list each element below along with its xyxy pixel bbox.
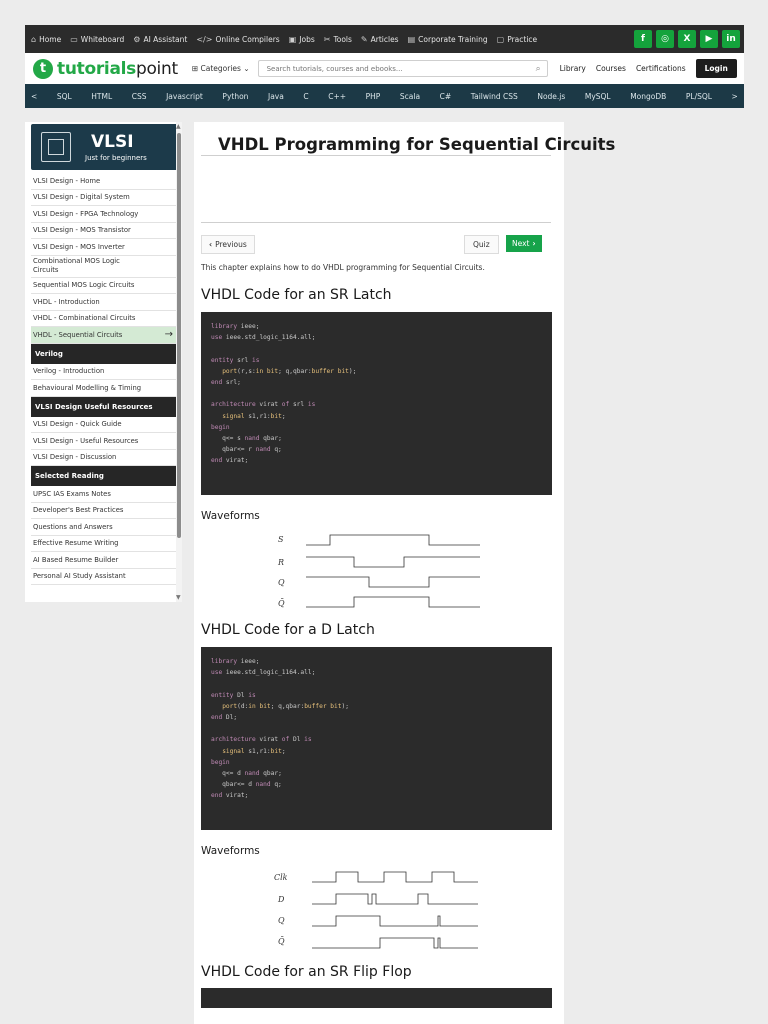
sidebar-item[interactable]: VLSI Design - FPGA Technology [31, 206, 177, 223]
wave-label-d: D [278, 895, 285, 904]
sidebar-item[interactable]: VLSI Design - Digital System [31, 190, 177, 207]
login-button[interactable]: Login [696, 59, 737, 78]
instagram-icon[interactable]: ◎ [656, 30, 674, 48]
sidebar-item[interactable]: VLSI Design - Useful Resources [31, 433, 177, 450]
search-box[interactable] [258, 60, 548, 77]
sidebar-item[interactable]: VLSI Design - Home [31, 173, 177, 190]
logo-icon: t [33, 59, 53, 79]
toplink-articles[interactable]: ✎ Articles [360, 34, 399, 44]
wave-label-qbar: Q̄ [278, 599, 285, 608]
categories-dropdown[interactable]: ⊞ Categories ⌄ [191, 64, 250, 73]
logo[interactable] [33, 59, 178, 79]
main-content [194, 122, 616, 1024]
intro-text: This chapter explains how to do VHDL programming for Sequential Circuits. [201, 263, 485, 272]
sidebar-section-heading: Verilog [31, 344, 177, 364]
scroll-down-icon[interactable]: ▼ [176, 594, 181, 601]
facebook-icon[interactable]: f [634, 30, 652, 48]
vlsi-banner[interactable] [31, 124, 177, 170]
sidebar [25, 122, 177, 602]
sidebar-item[interactable]: VHDL - Introduction [31, 294, 177, 311]
sidebar-item[interactable]: VLSI Design - Quick Guide [31, 417, 177, 434]
grid-icon: ⊞ [191, 64, 201, 73]
quiz-button[interactable]: Quiz [464, 235, 499, 254]
corporate-training-icon: ▤ [407, 34, 416, 44]
sidebar-item[interactable]: Verilog - Introduction [31, 364, 177, 381]
search-input[interactable] [265, 64, 509, 74]
sidebar-scroll-thumb[interactable] [177, 133, 181, 538]
code-line: end virat; [211, 792, 249, 800]
ai-assistant-icon: ⚙ [133, 34, 141, 44]
sidebar-item[interactable]: VLSI Design - MOS Transistor [31, 223, 177, 240]
toplink-tools[interactable]: ✂ Tools [323, 34, 352, 44]
wave-clk [312, 872, 478, 882]
tools-icon: ✂ [323, 34, 331, 44]
lang-link[interactable]: Python [222, 91, 249, 101]
code-block-d-latch[interactable] [201, 647, 552, 830]
sidebar-item[interactable]: Questions and Answers [31, 519, 177, 536]
sidebar-item[interactable]: Personal AI Study Assistant [31, 569, 177, 586]
wave-d [312, 894, 478, 904]
lang-link[interactable]: PHP [365, 91, 381, 101]
lang-link[interactable]: Javascript [166, 91, 203, 101]
practice-icon: ▢ [496, 34, 505, 44]
wave-qbar [312, 938, 478, 948]
previous-button[interactable]: ‹ Previous [201, 235, 255, 254]
lang-link[interactable]: Tailwind CSS [470, 91, 518, 101]
lang-link[interactable]: CSS [131, 91, 147, 101]
toplink-corporate-training[interactable]: ▤ Corporate Training [407, 34, 488, 44]
next-button[interactable]: Next › [506, 235, 542, 252]
code-line: begin [211, 758, 230, 766]
code-line [211, 723, 542, 734]
nav-certifications[interactable]: Certifications [635, 64, 686, 73]
lang-scroll-left[interactable]: < [31, 91, 38, 101]
lang-link[interactable]: C [303, 91, 309, 101]
youtube-icon[interactable]: ▶ [700, 30, 718, 48]
online-compilers-icon: </> [196, 34, 213, 44]
toplink-jobs[interactable]: ▣ Jobs [288, 34, 315, 44]
scroll-up-icon[interactable]: ▲ [176, 123, 181, 130]
sidebar-section-heading: Selected Reading [31, 466, 177, 486]
site-header [25, 53, 744, 84]
code-line [211, 388, 542, 399]
wave-label-s: S [278, 535, 284, 544]
code-line: signal s1,r1:bit; [222, 747, 286, 755]
wave-label-clk: Clk [274, 873, 288, 882]
sidebar-item[interactable]: Combinational MOS Logic Circuits [31, 256, 177, 278]
chevron-right-icon: › [532, 239, 536, 248]
toplink-online-compilers[interactable]: </> Online Compilers [196, 34, 280, 44]
chevron-down-icon: ⌄ [240, 64, 250, 73]
sidebar-item[interactable]: Sequential MOS Logic Circuits [31, 278, 177, 295]
logo-text-bold: tutorials [57, 58, 136, 79]
sidebar-item[interactable]: AI Based Resume Builder [31, 552, 177, 569]
arrow-right-icon: → [164, 329, 173, 341]
heading-sr-flip-flop: VHDL Code for an SR Flip Flop [201, 964, 412, 980]
heading-sr-latch: VHDL Code for an SR Latch [201, 287, 392, 303]
lang-link[interactable]: Scala [399, 91, 421, 101]
jobs-icon: ▣ [288, 34, 297, 44]
toplink-ai-assistant[interactable]: ⚙ AI Assistant [133, 34, 188, 44]
toplink-whiteboard[interactable]: ▭ Whiteboard [70, 34, 125, 44]
lang-link[interactable]: MySQL [584, 91, 611, 101]
code-line: port(r,s:in bit; q,qbar:buffer bit); [222, 367, 357, 375]
code-line: use ieee.std_logic_1164.all; [211, 334, 316, 342]
whiteboard-icon: ▭ [70, 34, 78, 44]
divider [201, 222, 551, 223]
code-line: entity Dl is [211, 691, 256, 699]
linkedin-icon[interactable]: in [722, 30, 740, 48]
code-line [211, 678, 542, 689]
waveform-diagram-d-latch [254, 864, 484, 954]
wave-label-q: Q [278, 916, 285, 925]
divider [201, 155, 551, 156]
sidebar-item[interactable]: Effective Resume Writing [31, 536, 177, 553]
toplink-home[interactable]: ⌂ Home [31, 34, 62, 44]
toplink-practice[interactable]: ▢ Practice [496, 34, 538, 44]
code-line: end Dl; [211, 714, 238, 722]
nav-library[interactable]: Library [559, 64, 586, 73]
language-nav-bar [25, 84, 744, 108]
lang-link[interactable]: C++ [328, 91, 347, 101]
code-line: library ieee; [211, 323, 260, 330]
code-line: use ieee.std_logic_1164.all; [211, 669, 316, 677]
search-icon[interactable]: ⌕ [535, 63, 541, 74]
lang-link[interactable]: SQL [56, 91, 72, 101]
code-line: begin [211, 423, 230, 431]
waveforms-heading: Waveforms [201, 845, 260, 857]
banner-title: VLSI [91, 132, 134, 152]
wave-r [306, 557, 480, 567]
sidebar-item[interactable]: VHDL - Sequential Circuits → [31, 327, 177, 344]
code-line: end virat; [211, 457, 249, 465]
articles-icon: ✎ [360, 34, 368, 44]
lang-link[interactable]: MongoDB [630, 91, 667, 101]
wave-q [306, 577, 480, 587]
code-line: library ieee; [211, 658, 260, 665]
x-icon[interactable]: X [678, 30, 696, 48]
sidebar-item[interactable]: Behavioural Modelling & Timing [31, 380, 177, 397]
code-line: port(d:in bit; q,qbar:buffer bit); [222, 702, 349, 710]
wave-label-r: R [278, 558, 285, 567]
sidebar-item[interactable]: Developer's Best Practices [31, 503, 177, 520]
lang-link[interactable]: C# [439, 91, 452, 101]
lang-scroll-right[interactable]: > [731, 91, 738, 101]
wave-qbar [306, 597, 480, 607]
wave-label-qbar: Q̄ [278, 937, 285, 946]
home-icon: ⌂ [31, 34, 37, 44]
code-line: qbar<= d nand q; [211, 781, 282, 789]
code-line [211, 343, 542, 354]
code-block-sr-flip-flop[interactable] [201, 988, 552, 1008]
code-line: architecture virat of Dl is [211, 736, 312, 744]
code-line: architecture virat of srl is [211, 401, 316, 409]
chevron-left-icon: ‹ [209, 240, 213, 249]
heading-d-latch: VHDL Code for a D Latch [201, 622, 375, 638]
lang-link[interactable]: PL/SQL [685, 91, 712, 101]
sidebar-item[interactable]: UPSC IAS Exams Notes [31, 486, 177, 503]
sidebar-item[interactable]: VLSI Design - Discussion [31, 450, 177, 467]
code-line: q<= s nand qbar; [211, 435, 282, 443]
chip-icon [41, 132, 71, 162]
sidebar-item[interactable]: VHDL - Combinational Circuits [31, 311, 177, 328]
waveforms-heading: Waveforms [201, 510, 260, 522]
code-line: entity srl is [211, 356, 260, 364]
wave-s [306, 535, 480, 545]
banner-subtitle: Just for beginners [85, 154, 147, 162]
page-title: VHDL Programming for Sequential Circuits [218, 135, 616, 154]
code-line: signal s1,r1:bit; [222, 412, 286, 420]
lang-link[interactable]: Java [268, 91, 284, 101]
code-line: q<= d nand qbar; [211, 770, 282, 778]
waveform-diagram-sr-latch [254, 527, 484, 609]
nav-courses[interactable]: Courses [595, 64, 626, 73]
wave-label-q: Q [278, 578, 285, 587]
lang-link[interactable]: HTML [91, 91, 113, 101]
wave-q [312, 916, 478, 926]
top-utility-bar [25, 25, 744, 53]
code-block-sr-latch[interactable] [201, 312, 552, 495]
code-line: qbar<= r nand q; [211, 446, 282, 454]
code-line: end srl; [211, 379, 241, 387]
logo-text-rest: point [135, 58, 178, 79]
lang-link[interactable]: Node.js [537, 91, 566, 101]
sidebar-item[interactable]: VLSI Design - MOS Inverter [31, 239, 177, 256]
sidebar-section-heading: VLSI Design Useful Resources [31, 397, 177, 417]
